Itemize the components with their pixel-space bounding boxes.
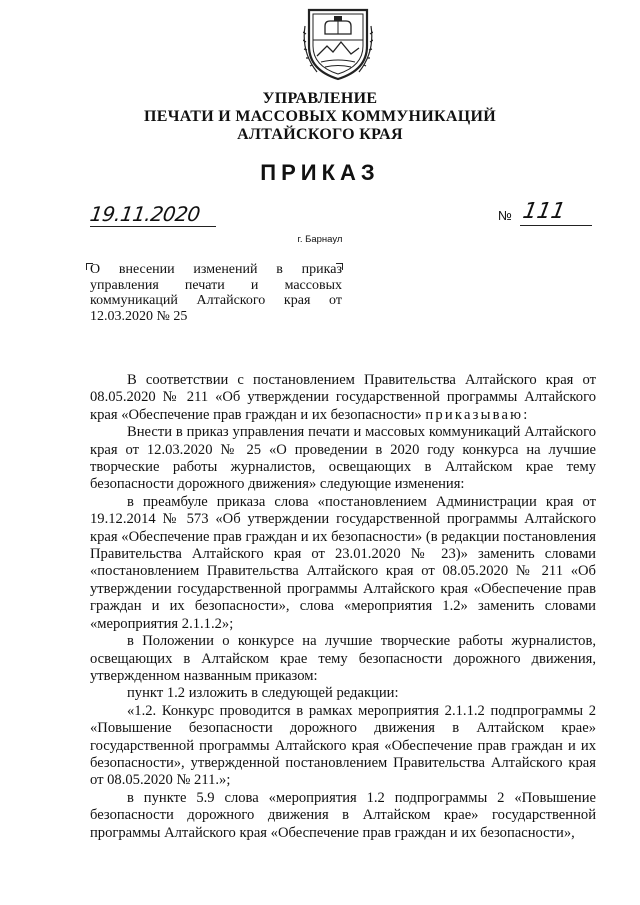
date-underline: [90, 226, 216, 227]
city-name: г. Барнаул: [297, 234, 343, 245]
paragraph-point-1-2-text: «1.2. Конкурс проводится в рамках мероприятия 2.1.1.2 подпрограммы 2 «Повышение безопасности дорожного движения в Алтайском крае» государственной программы Алтайского края «Обеспечение прав граждан и их безопасности», утвержденной постановлением Правительства Алтайского края от 08.05.2020 № 211.»;: [90, 702, 596, 789]
org-name-line-1: УПРАВЛЕНИЕ: [262, 90, 378, 107]
coat-of-arms-emblem: [303, 6, 373, 82]
paragraph-preamble-change: в преамбуле приказа слова «постановлением Администрации края от 19.12.2014 № 573 «Об утверждении государственной программы Алтайского края «Обеспечение прав граждан и их безопасности» (в редакции постановления Правительства Алтайского края от 23.01.2020 № 23)» заменить словами «постановлением Правительства Алтайского края от 08.05.2020 № 211 «Об утверждении государственной программы Алтайского края «Обеспечение прав граждан и их безопасности», слова «мероприятия 1.2» заменить словами «мероприятия 2.1.1.2»;: [90, 493, 596, 632]
order-verb: приказываю:: [425, 406, 530, 423]
order-date: 19.11.2020: [88, 202, 202, 226]
org-name-line-2: ПЕЧАТИ И МАССОВЫХ КОММУНИКАЦИЙ: [144, 108, 496, 125]
paragraph-point-1-2: пункт 1.2 изложить в следующей редакции:: [127, 685, 399, 702]
preamble-text: В соответствии с постановлением Правительства Алтайского края от 08.05.2020 № 211 «Об утверждении государственной программы Алтайского края «Обеспечение прав граждан и их безопасности»: [90, 372, 596, 423]
paragraph-preamble: [90, 372, 596, 424]
order-number-label: №: [498, 208, 512, 223]
document-type-title: ПРИКАЗ: [260, 160, 380, 185]
paragraph-amend-intro: Внести в приказ управления печати и массовых коммуникаций Алтайского края от 12.03.2020 № 25 «О проведении в 2020 году конкурса на лучшие творческие работы журналистов, освещающих в Алтайском крае тему безопасности дорожного движения» следующие изменения:: [90, 424, 596, 493]
order-number: 111: [520, 199, 568, 224]
order-subject: О внесении изменений в приказ управления печати и массовых коммуникаций Алтайского края от 12.03.2020 № 25: [90, 262, 342, 324]
order-body: [90, 372, 596, 842]
number-underline: [520, 225, 592, 226]
paragraph-regulation-change: в Положении о конкурсе на лучшие творческие работы журналистов, освещающих в Алтайском крае тему безопасности дорожного движения, утвержденном названным приказом:: [90, 633, 596, 684]
org-name-line-3: АЛТАЙСКОГО КРАЯ: [237, 126, 403, 143]
paragraph-point-5-9: в пункте 5.9 слова «мероприятия 1.2 подпрограммы 2 «Повышение безопасности дорожного движения в Алтайском крае» государственной программы Алтайского края «Обеспечение прав граждан и их безопасности»,: [90, 789, 596, 841]
